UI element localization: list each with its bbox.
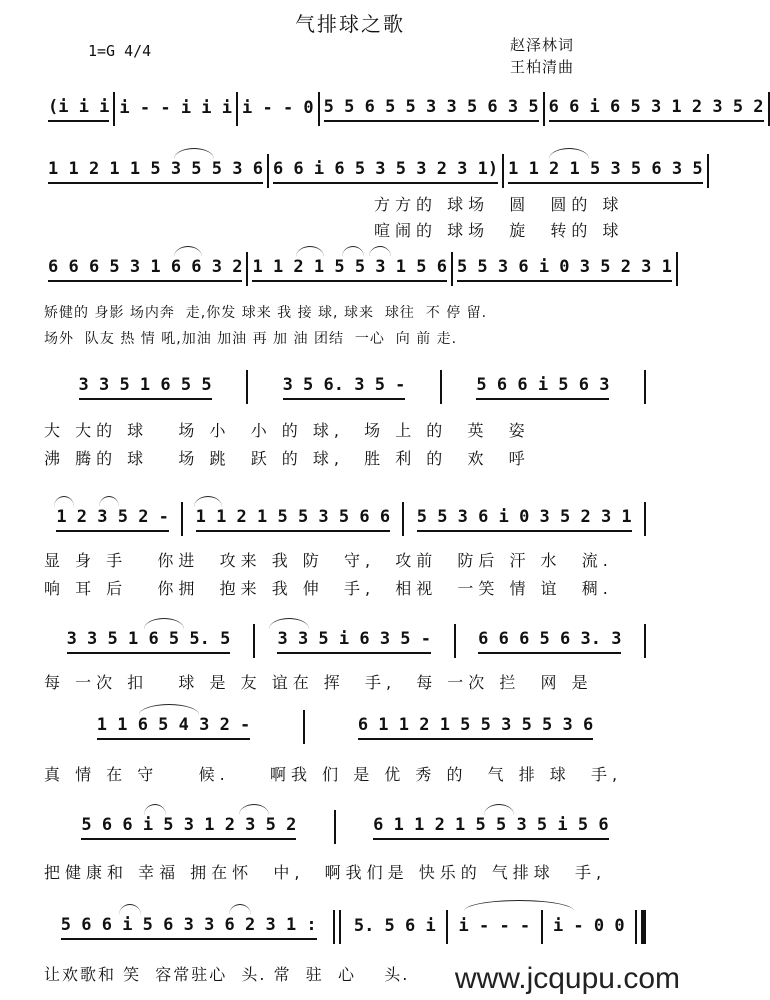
staff-row-4 — [44, 366, 646, 412]
note-group: i - - i i i — [119, 97, 233, 118]
lyric-line: 喧闹的 球场 旋 转的 球 — [374, 221, 624, 240]
measure — [336, 815, 646, 840]
note-group: 1 1 2 1 5 5 3 1 5 6 — [252, 257, 446, 282]
measure — [453, 257, 676, 282]
note-group: 5 6 6 i 5 3 1 2 3 5 2 — [81, 815, 296, 840]
bar-line — [676, 252, 678, 286]
note-group: 5. 5 6 i — [353, 915, 436, 936]
measure — [255, 629, 454, 654]
lyric-line: 响 耳 后 你拥 抱来 我 伸 手, 相视 一笑 情 谊 稠. — [44, 579, 613, 598]
composer-credit: 王柏清曲 — [510, 58, 575, 76]
lyric-line: 显 身 手 你进 攻来 我 防 守, 攻前 防后 汗 水 流. — [44, 551, 613, 570]
measure — [545, 97, 768, 122]
note-group: 5 6 6 i 5 6 3 — [476, 375, 609, 400]
note-group: 6 6 6 5 3 1 6 6 3 2 — [48, 257, 242, 282]
bar-line — [644, 370, 646, 404]
note-group: 1 1 2 1 5 5 3 5 6 6 — [196, 507, 390, 532]
staff-row-7 — [44, 706, 646, 752]
bar-line — [644, 624, 646, 658]
bar-line — [644, 502, 646, 536]
lyric-line: 沸 腾的 球 场 跳 跃 的 球, 胜 利 的 欢 呼 — [44, 449, 530, 468]
measure — [269, 159, 502, 184]
lyric-line: 方方的 球场 圆 圆的 球 — [374, 195, 624, 214]
measure — [44, 159, 267, 184]
watermark: www.jcqupu.com — [454, 962, 680, 995]
measure — [404, 507, 644, 532]
staff-row-1 — [44, 88, 764, 134]
lyric-line: 大 大的 球 场 小 小 的 球, 场 上 的 英 姿 — [44, 421, 530, 440]
staff-row-2 — [44, 150, 703, 196]
measure — [248, 375, 440, 400]
measure — [543, 916, 635, 939]
staff-row-5 — [44, 498, 646, 544]
staff-row-9 — [44, 906, 646, 952]
note-group: (i i i — [48, 97, 109, 122]
measure — [442, 375, 644, 400]
staff-row-6 — [44, 620, 646, 666]
note-group: 5 5 3 6 i 0 3 5 2 3 1 — [417, 507, 632, 532]
measure — [448, 916, 540, 939]
measure — [44, 507, 181, 532]
note-group: 1 2 3 5 2 - — [56, 507, 169, 532]
staff-row-8 — [44, 806, 646, 852]
note-group: 6 1 1 2 1 5 5 3 5 i 5 6 — [373, 815, 608, 840]
note-group: 5 5 3 6 i 0 3 5 2 3 1 — [457, 257, 672, 282]
note-group: 6 6 i 6 5 3 1 2 3 5 2 — [549, 97, 764, 122]
note-group: 1 1 2 1 5 3 5 6 3 5 — [508, 159, 702, 184]
song-title: 气排球之歌 — [295, 12, 405, 36]
lyric-line: 真 情 在 守 候. 啊我 们 是 优 秀 的 气 排 球 手, — [44, 765, 623, 784]
note-group: 3 5 6. 3 5 - — [283, 375, 406, 400]
note-group: 6 1 1 2 1 5 5 3 5 5 3 6 — [358, 715, 593, 740]
measure — [183, 507, 402, 532]
note-group: 1 1 6 5 4 3 2 - — [97, 715, 251, 740]
measure — [504, 159, 706, 184]
lyricist-credit: 赵泽林词 — [510, 36, 575, 54]
note-group: i - - 0 — [242, 97, 314, 118]
repeat-bar-line — [333, 910, 343, 944]
tie-mark — [464, 900, 574, 911]
measure — [44, 629, 253, 654]
measure — [343, 916, 446, 939]
measure — [44, 915, 333, 940]
bar-line — [707, 154, 709, 188]
note-group: 3 3 5 1 6 5 5 — [79, 375, 212, 400]
note-group: i - - - — [458, 915, 531, 936]
measure — [305, 715, 646, 740]
measure — [456, 629, 644, 654]
measure — [115, 98, 236, 121]
note-group: 3 3 5 1 6 5 5. 5 — [67, 629, 231, 654]
bar-line — [768, 92, 770, 126]
measure — [44, 815, 334, 840]
lyric-line: 让欢歌和 笑 容常驻心 头. 常 驻 心 头. — [44, 965, 410, 984]
final-bar-line — [635, 910, 646, 944]
measure — [320, 97, 543, 122]
measure — [44, 257, 246, 282]
measure — [44, 375, 246, 400]
lyric-line: 把健康和 幸福 拥在怀 中, 啊我们是 快乐的 气排球 手, — [44, 863, 607, 882]
staff-row-3 — [44, 248, 672, 294]
note-group: 5 5 6 5 5 3 3 5 6 3 5 — [324, 97, 539, 122]
lyric-line: 矫健的 身影 场内奔 走,你发 球来 我 接 球, 球来 球往 不 停 留. — [44, 305, 488, 321]
lyric-line: 场外 队友 热 情 吼,加油 加油 再 加 油 团结 一心 向 前 走. — [44, 331, 458, 347]
note-group: 3 3 5 i 6 3 5 - — [277, 629, 431, 654]
measure — [44, 715, 303, 740]
key-signature: 1=G 4/4 — [88, 42, 152, 60]
note-group: 6 6 6 5 6 3. 3 — [478, 629, 621, 654]
lyric-line: 每 一次 扣 球 是 友 谊在 挥 手, 每 一次 拦 网 是 — [44, 673, 593, 692]
note-group: i - 0 0 — [552, 915, 625, 936]
note-group: 5 6 6 i 5 6 3 3 6 2 3 1 : — [61, 915, 317, 940]
measure — [238, 98, 318, 121]
note-group: 1 1 2 1 1 5 3 5 5 3 6 — [48, 159, 263, 184]
measure — [248, 257, 450, 282]
measure — [44, 97, 113, 122]
note-group: 6 6 i 6 5 3 5 3 2 3 1) — [273, 159, 498, 184]
